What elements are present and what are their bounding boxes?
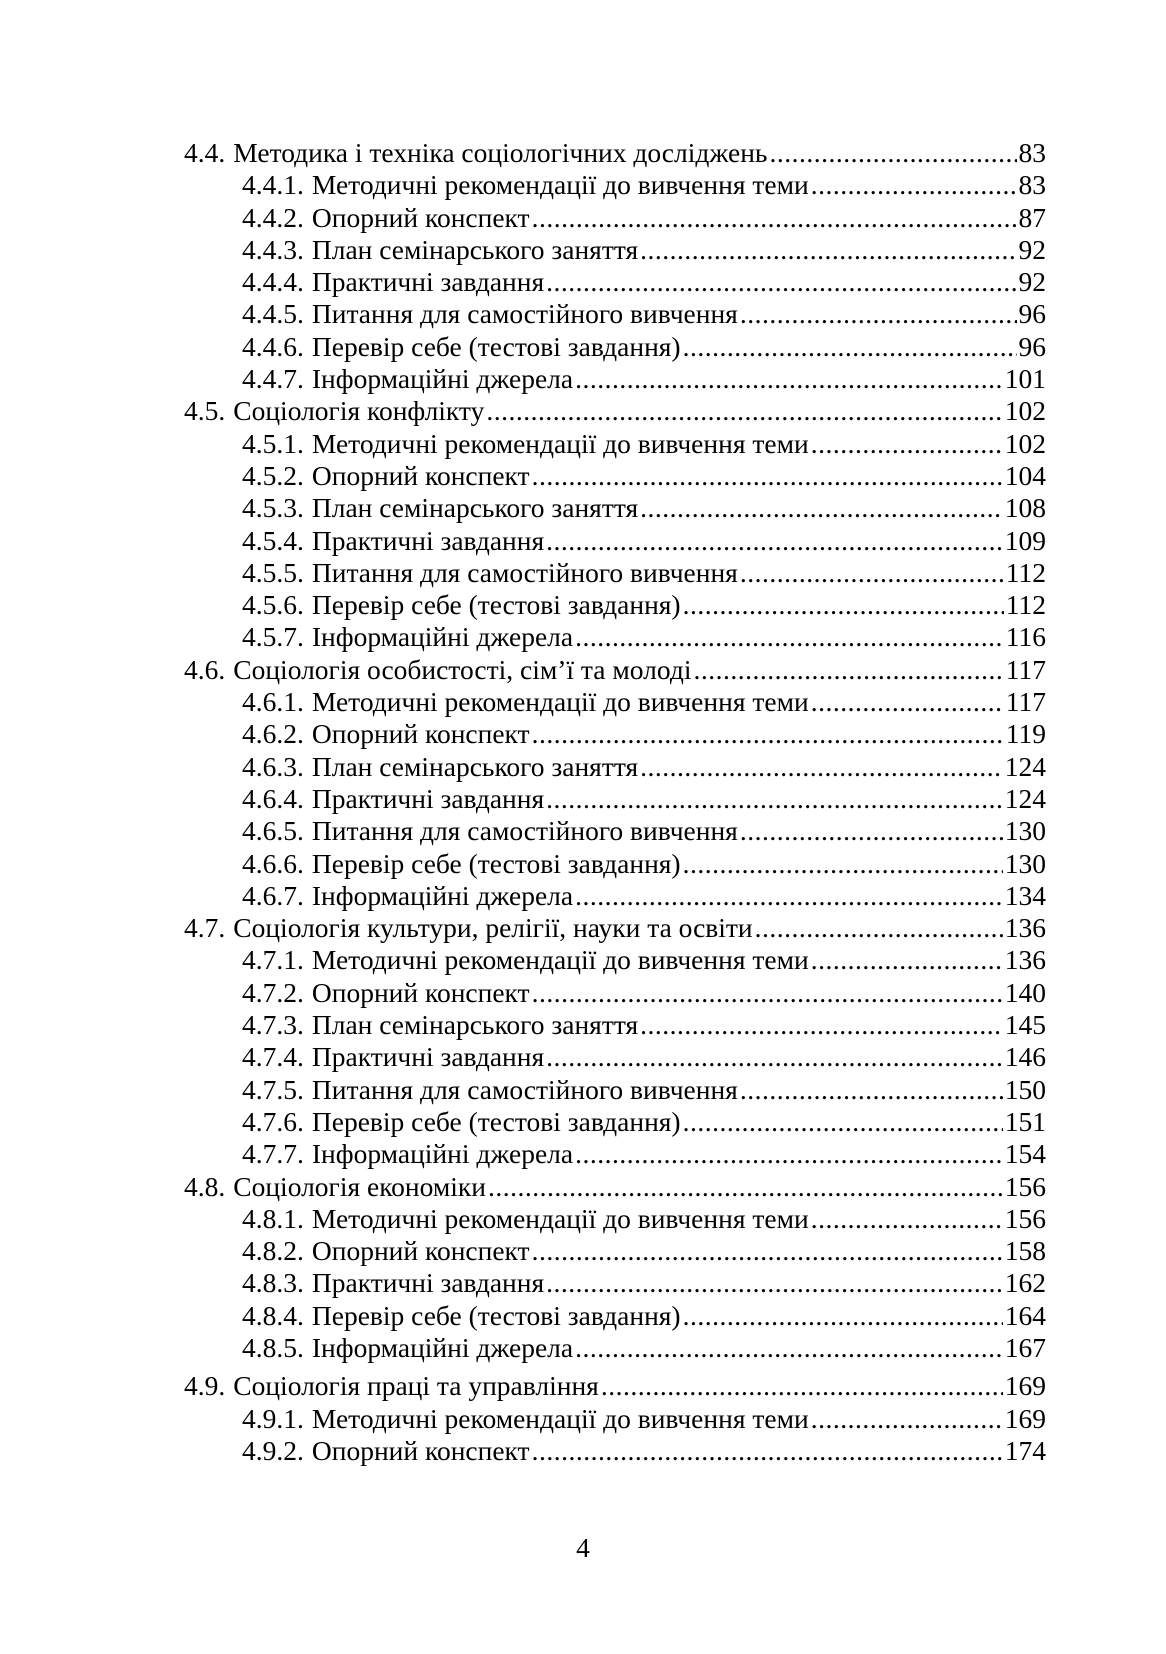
toc-entry-number: 4.4.6. (242, 330, 304, 362)
toc-entry-number: 4.5.6. (242, 589, 304, 621)
toc-entry-title: План семінарського заняття (311, 1009, 639, 1041)
dot-leader (532, 460, 1003, 492)
toc-subsection-entry[interactable] (184, 234, 1046, 266)
dot-leader (532, 1235, 1003, 1267)
toc-subsection-entry[interactable] (184, 428, 1046, 460)
toc-entry-page: 124 (1004, 750, 1046, 782)
toc-entry-page: 116 (1005, 621, 1046, 653)
toc-entry-title: Питання для самостійного вивчення (311, 298, 738, 330)
toc-entry-page: 158 (1004, 1235, 1046, 1267)
toc-entry-page: 145 (1004, 1009, 1046, 1041)
toc-entry-page: 117 (1005, 653, 1046, 685)
toc-entry-page: 140 (1004, 976, 1046, 1008)
toc-subsection-entry[interactable] (184, 1106, 1046, 1138)
toc-subsection-entry[interactable] (184, 1041, 1046, 1073)
toc-subsection-entry[interactable] (184, 1300, 1046, 1332)
toc-entry-page: 104 (1004, 459, 1046, 491)
toc-subsection-entry[interactable] (184, 557, 1046, 589)
toc-entry-page: 136 (1004, 912, 1046, 944)
toc-subsection-entry[interactable] (184, 686, 1046, 718)
toc-entry-title: Опорний конспект (311, 718, 530, 750)
toc-entry-number: 4.4.1. (242, 169, 304, 201)
toc-entry-title: Практичні завдання (311, 1267, 545, 1299)
toc-subsection-entry[interactable] (184, 621, 1046, 653)
table-of-contents (184, 137, 1046, 1467)
toc-section-entry[interactable] (184, 1370, 1046, 1402)
dot-leader (532, 718, 1004, 750)
toc-entry-title: Соціологія економіки (233, 1170, 486, 1202)
dot-leader (575, 621, 1004, 653)
toc-subsection-entry[interactable] (184, 1074, 1046, 1106)
toc-entry-page: 146 (1004, 1041, 1046, 1073)
toc-entry-page: 162 (1004, 1267, 1046, 1299)
toc-entry-page: 101 (1004, 363, 1046, 395)
toc-entry-title: Інформаційні джерела (311, 1138, 574, 1170)
toc-entry-page: 108 (1004, 492, 1046, 524)
toc-entry-number: 4.7. (184, 912, 226, 944)
toc-entry-page: 154 (1004, 1138, 1046, 1170)
toc-entry-page: 112 (1005, 589, 1046, 621)
toc-subsection-entry[interactable] (184, 202, 1046, 234)
toc-subsection-entry[interactable] (184, 1235, 1046, 1267)
toc-entry-page: 130 (1004, 815, 1046, 847)
toc-entry-page: 102 (1004, 395, 1046, 427)
dot-leader (575, 880, 1003, 912)
toc-entry-title: Інформаційні джерела (311, 1331, 574, 1363)
toc-subsection-entry[interactable] (184, 815, 1046, 847)
toc-section-entry[interactable] (184, 137, 1046, 169)
toc-entry-number: 4.6.6. (242, 847, 304, 879)
toc-entry-page: 167 (1004, 1331, 1046, 1363)
toc-entry-number: 4.6. (184, 653, 226, 685)
dot-leader (546, 525, 1003, 557)
dot-leader (575, 1332, 1003, 1364)
toc-entry-page: 169 (1004, 1370, 1046, 1402)
toc-section-entry[interactable] (184, 654, 1046, 686)
toc-entry-title: Питання для самостійного вивчення (311, 1073, 738, 1105)
toc-entry-title: Практичні завдання (311, 1041, 545, 1073)
toc-entry-title: Опорний конспект (311, 1434, 530, 1466)
toc-entry-number: 4.6.7. (242, 879, 304, 911)
toc-entry-number: 4.6.5. (242, 815, 304, 847)
dot-leader (546, 783, 1003, 815)
toc-entry-number: 4.6.2. (242, 718, 304, 750)
toc-entry-number: 4.5.2. (242, 459, 304, 491)
dot-leader (769, 137, 1016, 169)
page-number: 4 (576, 1532, 590, 1563)
toc-entry-number: 4.5.4. (242, 524, 304, 556)
dot-leader (546, 266, 1016, 298)
dot-leader (811, 1203, 1003, 1235)
dot-leader (811, 944, 1003, 976)
toc-entry-title: План семінарського заняття (311, 233, 639, 265)
dot-leader (546, 1041, 1003, 1073)
toc-subsection-entry[interactable] (184, 1267, 1046, 1299)
dot-leader (532, 1435, 1003, 1467)
toc-entry-page: 151 (1004, 1105, 1046, 1137)
toc-entry-page: 96 (1018, 330, 1046, 362)
toc-subsection-entry[interactable] (184, 1403, 1046, 1435)
toc-entry-page: 83 (1018, 169, 1046, 201)
dot-leader (740, 298, 1017, 330)
toc-entry-title: Інформаційні джерела (311, 363, 574, 395)
toc-entry-number: 4.6.3. (242, 750, 304, 782)
dot-leader (811, 686, 1004, 718)
toc-entry-number: 4.7.4. (242, 1041, 304, 1073)
toc-entry-page: 156 (1004, 1202, 1046, 1234)
toc-entry-number: 4.9.2. (242, 1434, 304, 1466)
dot-leader (601, 1370, 1003, 1402)
toc-subsection-entry[interactable] (184, 266, 1046, 298)
toc-entry-number: 4.4. (184, 137, 226, 168)
dot-leader (740, 557, 1004, 589)
toc-entry-title: Методичні рекомендації до вивчення теми (311, 944, 809, 976)
toc-subsection-entry[interactable] (184, 718, 1046, 750)
toc-subsection-entry[interactable] (184, 169, 1046, 201)
toc-entry-number: 4.4.2. (242, 201, 304, 233)
toc-entry-page: 174 (1004, 1434, 1046, 1466)
toc-subsection-entry[interactable] (184, 525, 1046, 557)
toc-entry-number: 4.7.3. (242, 1009, 304, 1041)
toc-entry-title: Опорний конспект (311, 976, 530, 1008)
toc-subsection-entry[interactable] (184, 1332, 1046, 1364)
toc-entry-number: 4.5.5. (242, 556, 304, 588)
toc-entry-number: 4.6.1. (242, 686, 304, 718)
toc-entry-page: 96 (1018, 298, 1046, 330)
toc-entry-title: Опорний конспект (311, 201, 530, 233)
toc-entry-page: 124 (1004, 782, 1046, 814)
toc-entry-title: Питання для самостійного вивчення (311, 815, 738, 847)
toc-entry-title: Питання для самостійного вивчення (311, 556, 738, 588)
dot-leader (575, 1138, 1003, 1170)
dot-leader (740, 815, 1003, 847)
toc-subsection-entry[interactable] (184, 977, 1046, 1009)
dot-leader (683, 589, 1004, 621)
toc-entry-title: Інформаційні джерела (311, 621, 574, 653)
toc-subsection-entry[interactable] (184, 783, 1046, 815)
dot-leader (683, 1106, 1003, 1138)
toc-section-entry[interactable] (184, 912, 1046, 944)
toc-entry-number: 4.4.7. (242, 363, 304, 395)
dot-leader (575, 363, 1003, 395)
toc-subsection-entry[interactable] (184, 1009, 1046, 1041)
toc-entry-title: Соціологія культури, релігії, науки та освіти (233, 912, 753, 944)
toc-entry-page: 92 (1018, 266, 1046, 298)
dot-leader (640, 234, 1016, 266)
dot-leader (740, 1074, 1003, 1106)
toc-entry-number: 4.9.1. (242, 1402, 304, 1434)
toc-entry-title: Методика і техніка соціологічних досліджень (233, 137, 768, 168)
dot-leader (546, 1267, 1003, 1299)
toc-entry-title: Методичні рекомендації до вивчення теми (311, 1402, 809, 1434)
toc-entry-number: 4.4.4. (242, 266, 304, 298)
toc-subsection-entry[interactable] (184, 1435, 1046, 1467)
toc-entry-number: 4.7.5. (242, 1073, 304, 1105)
toc-entry-title: Перевір себе (тестові завдання) (311, 589, 681, 621)
toc-entry-number: 4.7.2. (242, 976, 304, 1008)
toc-subsection-entry[interactable] (184, 363, 1046, 395)
toc-subsection-entry[interactable] (184, 298, 1046, 330)
toc-subsection-entry[interactable] (184, 1138, 1046, 1170)
toc-entry-page: 136 (1004, 944, 1046, 976)
toc-subsection-entry[interactable] (184, 589, 1046, 621)
toc-entry-title: Методичні рекомендації до вивчення теми (311, 427, 809, 459)
toc-entry-page: 164 (1004, 1299, 1046, 1331)
dot-leader (488, 1171, 1003, 1203)
dot-leader (811, 169, 1017, 201)
dot-leader (532, 202, 1017, 234)
dot-leader (486, 395, 1002, 427)
toc-subsection-entry[interactable] (184, 880, 1046, 912)
toc-entry-page: 119 (1005, 718, 1046, 750)
toc-subsection-entry[interactable] (184, 751, 1046, 783)
dot-leader (640, 492, 1003, 524)
toc-entry-title: Опорний конспект (311, 459, 530, 491)
toc-entry-page: 102 (1004, 427, 1046, 459)
toc-entry-title: Перевір себе (тестові завдання) (311, 330, 681, 362)
dot-leader (811, 428, 1003, 460)
toc-entry-title: Методичні рекомендації до вивчення теми (311, 686, 809, 718)
toc-entry-page: 87 (1018, 201, 1046, 233)
dot-leader (640, 751, 1003, 783)
dot-leader (683, 331, 1017, 363)
toc-entry-number: 4.4.5. (242, 298, 304, 330)
dot-leader (811, 1403, 1003, 1435)
toc-subsection-entry[interactable] (184, 331, 1046, 363)
toc-entry-title: План семінарського заняття (311, 750, 639, 782)
toc-entry-page: 109 (1004, 524, 1046, 556)
toc-entry-number: 4.9. (184, 1370, 226, 1402)
toc-entry-page: 169 (1004, 1402, 1046, 1434)
toc-entry-number: 4.6.4. (242, 782, 304, 814)
dot-leader (683, 1300, 1003, 1332)
toc-entry-title: Перевір себе (тестові завдання) (311, 1105, 681, 1137)
toc-entry-title: Перевір себе (тестові завдання) (311, 1299, 681, 1331)
toc-entry-title: Соціологія праці та управління (233, 1370, 599, 1402)
toc-entry-number: 4.5.7. (242, 621, 304, 653)
toc-entry-number: 4.8. (184, 1170, 226, 1202)
dot-leader (693, 654, 1003, 686)
toc-entry-title: Інформаційні джерела (311, 879, 574, 911)
toc-entry-title: Практичні завдання (311, 782, 545, 814)
toc-entry-page: 156 (1004, 1170, 1046, 1202)
dot-leader (640, 1009, 1003, 1041)
toc-entry-number: 4.4.3. (242, 233, 304, 265)
toc-entry-number: 4.8.2. (242, 1235, 304, 1267)
toc-entry-page: 117 (1005, 686, 1046, 718)
toc-subsection-entry[interactable] (184, 460, 1046, 492)
toc-entry-number: 4.8.4. (242, 1299, 304, 1331)
dot-leader (532, 977, 1003, 1009)
toc-entry-title: Соціологія особистості, сім’ї та молоді (233, 653, 692, 685)
toc-entry-page: 150 (1004, 1073, 1046, 1105)
toc-entry-number: 4.7.1. (242, 944, 304, 976)
toc-entry-number: 4.7.6. (242, 1105, 304, 1137)
toc-entry-title: Методичні рекомендації до вивчення теми (311, 169, 809, 201)
toc-entry-page: 130 (1004, 847, 1046, 879)
toc-entry-number: 4.5.1. (242, 427, 304, 459)
dot-leader (683, 848, 1003, 880)
toc-subsection-entry[interactable] (184, 492, 1046, 524)
toc-entry-title: Соціологія конфлікту (233, 395, 485, 427)
toc-section-entry[interactable] (184, 395, 1046, 427)
toc-entry-page: 83 (1018, 137, 1046, 168)
toc-entry-title: Практичні завдання (311, 524, 545, 556)
toc-entry-number: 4.8.5. (242, 1331, 304, 1363)
toc-entry-page: 92 (1018, 233, 1046, 265)
toc-entry-title: Перевір себе (тестові завдання) (311, 847, 681, 879)
toc-entry-number: 4.7.7. (242, 1138, 304, 1170)
toc-entry-number: 4.8.1. (242, 1202, 304, 1234)
toc-entry-title: Опорний конспект (311, 1235, 530, 1267)
toc-entry-page: 134 (1004, 879, 1046, 911)
toc-entry-page: 112 (1005, 556, 1046, 588)
toc-entry-number: 4.5.3. (242, 492, 304, 524)
toc-entry-number: 4.5. (184, 395, 226, 427)
toc-subsection-entry[interactable] (184, 1203, 1046, 1235)
toc-section-entry[interactable] (184, 1171, 1046, 1203)
toc-subsection-entry[interactable] (184, 944, 1046, 976)
dot-leader (755, 912, 1003, 944)
toc-entry-title: Методичні рекомендації до вивчення теми (311, 1202, 809, 1234)
toc-subsection-entry[interactable] (184, 848, 1046, 880)
toc-entry-title: Практичні завдання (311, 266, 545, 298)
toc-entry-title: План семінарського заняття (311, 492, 639, 524)
toc-entry-number: 4.8.3. (242, 1267, 304, 1299)
